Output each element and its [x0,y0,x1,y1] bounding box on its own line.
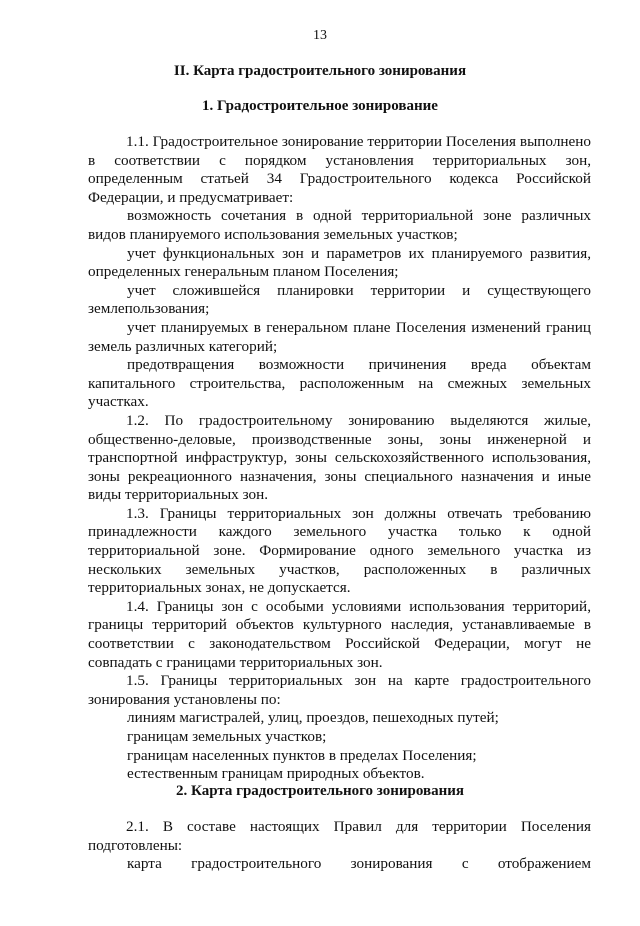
list-item: предотвращения возможности причинения вреда объектам капитального строительства, расположенным на смежных земельных участках. [88,356,591,411]
paragraph-1-2: 1.2. По градостроительному зонированию выделяются жилые, общественно-деловые, производственные зоны, зоны инженерной и транспортной инфраструктур, зоны сельскохозяйственного использования, зоны рекреационного назначения, зоны специального назначения и иные виды территориальных зон. [88,411,591,504]
paragraph-1-1: 1.1. Градостроительное зонирование территории Поселения выполнено в соответствии с порядком установления территориальных зон, определенным статьей 34 Градостроительного кодекса Российской Федерации, и предусматривает: [88,133,591,206]
list-item: учет функциональных зон и параметров их планируемого развития, определенных генеральным планом Поселения; [88,244,591,281]
list-item: возможность сочетания в одной территориальной зоне различных видов планируемого использования земельных участков; [88,207,591,243]
subsection-1-body [88,133,591,784]
paragraph-2-1: 2.1. В составе настоящих Правил для территории Поселения подготовлены: [88,818,591,854]
list-item: карта градостроительного зонирования с отображением [127,855,591,873]
list-item: линиям магистралей, улиц, проездов, пешеходных путей; [127,709,499,727]
list-item: границам земельных участков; [127,728,327,745]
list-item: естественным границам природных объектов. [127,765,425,783]
paragraph-1-5: 1.5. Границы территориальных зон на карте градостроительного зонирования установлены по: [88,672,591,708]
paragraph-1-4: 1.4. Границы зон с особыми условиями использования территорий, границы территорий объектов культурного наследия, устанавливаемые в соответствии с законодательством Российской Федерации, могут не совпадать с границами территориальных зон. [88,597,591,671]
list-item: учет сложившейся планировки территории и существующего землепользования; [88,281,591,318]
subsection-2-body [88,818,591,874]
subsection-2-title: 2. Карта градостроительного зонирования [176,783,464,799]
page-number: 13 [313,28,327,43]
subsection-1-title: 1. Градостроительное зонирование [202,98,438,114]
section-title: II. Карта градостроительного зонирования [173,63,467,79]
list-item: учет планируемых в генеральном плане Поселения изменений границ земель различных категорий; [88,318,591,355]
paragraph-1-3: 1.3. Границы территориальных зон должны отвечать требованию принадлежности каждого земельного участка только к одной территориальной зоне. Формирование одного земельного участка из нескольких земельных участков, расположенных в различных территориальных зонах, не допускается. [88,504,591,597]
list-item: границам населенных пунктов в пределах Поселения; [127,746,477,764]
